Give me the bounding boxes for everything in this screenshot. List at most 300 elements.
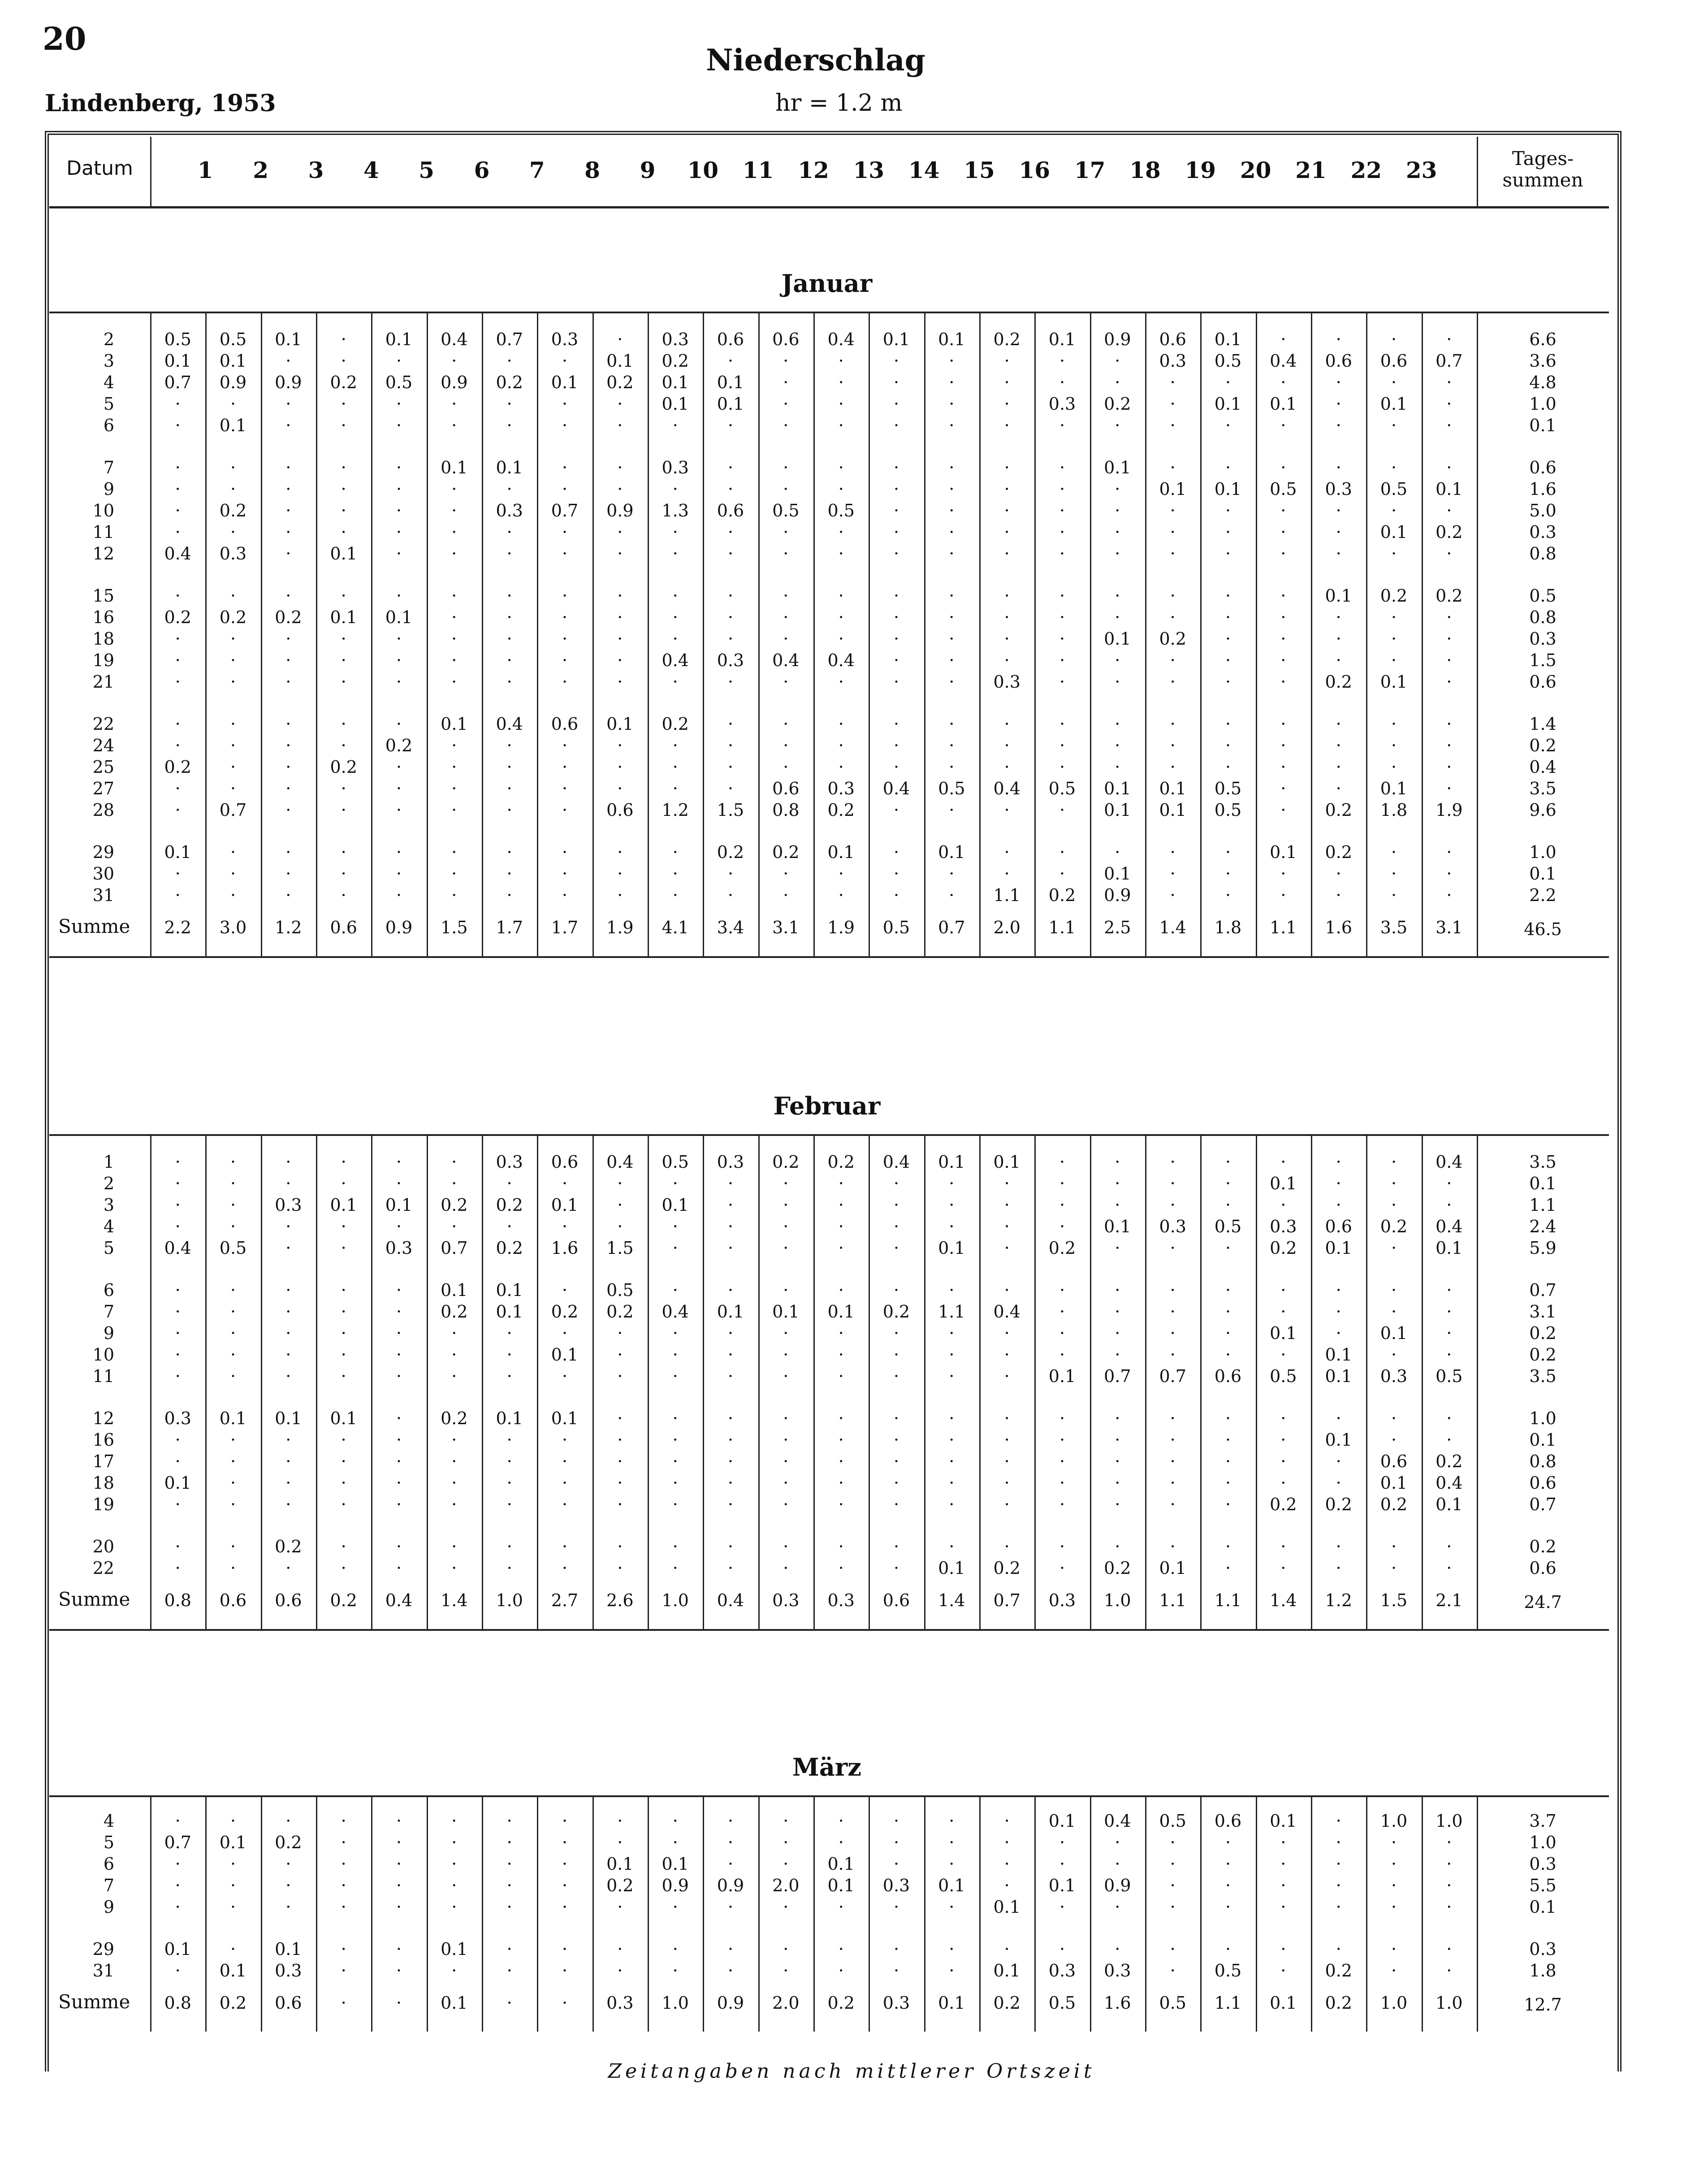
table-cell: · (175, 1152, 181, 1172)
column-rule (1422, 312, 1423, 956)
table-cell: · (285, 416, 291, 435)
table-cell: · (451, 1876, 457, 1895)
table-cell: · (1170, 501, 1176, 520)
column-rule (813, 1795, 815, 2032)
daily-total: 0.6 (1529, 1558, 1557, 1578)
table-cell: · (562, 522, 568, 542)
table-cell: · (1059, 842, 1065, 862)
table-cell: · (506, 1430, 512, 1450)
table-cell: 0.2 (164, 757, 191, 777)
table-cell: · (893, 1961, 899, 1980)
daily-total: 0.6 (1529, 458, 1557, 477)
table-cell: · (727, 757, 734, 777)
row-day: 5 (103, 1833, 114, 1852)
table-cell: · (727, 416, 734, 435)
table-cell: · (1446, 1430, 1452, 1450)
table-cell: · (396, 1939, 402, 1959)
column-rule (1034, 312, 1036, 956)
table-cell: 0.5 (1159, 1811, 1186, 1831)
row-day: 16 (92, 607, 114, 627)
table-cell: · (783, 1961, 789, 1980)
table-cell: · (1280, 1876, 1286, 1895)
daily-total: 5.5 (1529, 1876, 1557, 1895)
table-cell: · (1004, 800, 1010, 820)
table-cell: · (893, 650, 899, 670)
table-cell: · (1059, 1323, 1065, 1343)
table-cell: · (341, 1174, 346, 1193)
table-cell: · (1336, 1408, 1341, 1428)
table-cell: 0.5 (1214, 1961, 1242, 1980)
table-cell: · (562, 672, 568, 692)
table-cell: · (838, 864, 844, 884)
table-cell: · (451, 1558, 457, 1578)
table-cell: · (1280, 885, 1286, 905)
table-cell: 0.2 (441, 1302, 468, 1322)
table-cell: · (1170, 373, 1176, 392)
table-cell: · (1446, 1876, 1452, 1895)
table-cell: 0.3 (662, 329, 689, 349)
table-cell: · (451, 1152, 457, 1172)
table-cell: · (175, 1537, 181, 1556)
table-cell: · (617, 629, 623, 649)
table-cell: 0.1 (496, 1408, 523, 1428)
table-cell: · (451, 1897, 457, 1917)
table-cell: · (506, 544, 512, 563)
table-cell: · (1170, 1302, 1176, 1322)
table-cell: · (396, 714, 402, 734)
table-cell: · (727, 1811, 734, 1831)
row-day: 10 (92, 1345, 114, 1365)
table-cell: · (672, 479, 678, 499)
table-cell: · (341, 458, 346, 477)
table-cell: · (617, 1473, 623, 1493)
table-cell: · (838, 736, 844, 755)
table-cell: · (1336, 329, 1341, 349)
table-cell: · (617, 416, 623, 435)
table-cell: · (1280, 373, 1286, 392)
table-cell: · (949, 1345, 955, 1365)
table-cell: · (949, 1537, 955, 1556)
table-cell: 0.2 (1380, 1495, 1408, 1514)
table-cell: · (1446, 1939, 1452, 1959)
table-cell: 0.4 (496, 714, 523, 734)
table-cell: · (451, 1495, 457, 1514)
table-cell: · (285, 800, 291, 820)
table-cell: · (341, 1238, 346, 1258)
table-cell: · (1280, 416, 1286, 435)
table-cell: 0.5 (1270, 479, 1297, 499)
table-cell: · (949, 714, 955, 734)
table-cell: 0.1 (219, 1408, 247, 1428)
table-cell: · (175, 1323, 181, 1343)
table-cell: · (838, 1452, 844, 1471)
table-cell: · (1059, 1217, 1065, 1236)
table-cell: 0.3 (662, 458, 689, 477)
table-cell: · (341, 779, 346, 798)
column-rule (1090, 1134, 1091, 1629)
daily-total: 0.7 (1529, 1495, 1557, 1514)
table-cell: · (893, 544, 899, 563)
table-cell: · (1225, 714, 1231, 734)
table-cell: · (838, 394, 844, 414)
table-cell: · (672, 1558, 678, 1578)
column-rule (150, 1134, 151, 1629)
column-rule (1366, 312, 1367, 956)
table-cell: · (893, 1811, 899, 1831)
column-rule (537, 1134, 538, 1629)
table-cell: · (727, 672, 734, 692)
table-cell: · (1059, 629, 1065, 649)
table-cell: · (230, 650, 236, 670)
table-cell: 0.1 (1325, 1345, 1352, 1365)
table-cell: 0.3 (219, 544, 247, 563)
table-cell: · (396, 416, 402, 435)
table-cell: · (783, 1238, 789, 1258)
table-cell: 0.2 (1436, 586, 1463, 606)
table-cell: · (175, 864, 181, 884)
table-cell: · (1059, 1345, 1065, 1365)
row-day: 18 (92, 1473, 114, 1493)
table-cell: 1.9 (1436, 800, 1463, 820)
table-cell: · (175, 800, 181, 820)
table-cell: · (838, 1961, 844, 1980)
table-cell: 0.2 (1325, 672, 1352, 692)
table-cell: · (672, 1495, 678, 1514)
table-cell: · (838, 1366, 844, 1386)
table-cell: 0.2 (1380, 1217, 1408, 1236)
table-cell: · (1004, 1811, 1010, 1831)
row-day: 9 (103, 479, 114, 499)
column-rule (979, 1795, 981, 2032)
table-cell: · (1280, 458, 1286, 477)
column-rule (979, 1134, 981, 1629)
table-cell: · (1225, 757, 1231, 777)
table-cell: 0.1 (717, 394, 744, 414)
table-cell: · (230, 629, 236, 649)
table-cell: 0.3 (1159, 351, 1186, 371)
table-cell: · (1059, 416, 1065, 435)
table-cell: · (175, 1366, 181, 1386)
table-cell: · (1170, 714, 1176, 734)
table-cell: · (1115, 1152, 1120, 1172)
table-cell: · (341, 1473, 346, 1493)
table-cell: 0.2 (385, 736, 413, 755)
table-cell: · (1391, 757, 1397, 777)
table-cell: · (727, 1897, 734, 1917)
table-cell: · (1336, 1452, 1341, 1471)
table-cell: · (1059, 672, 1065, 692)
header-hour: 2 (253, 157, 269, 183)
daily-total: 0.3 (1529, 522, 1557, 542)
table-cell: · (1170, 1495, 1176, 1514)
table-cell: · (341, 1452, 346, 1471)
table-cell: · (1391, 1408, 1397, 1428)
table-cell: 0.1 (441, 1280, 468, 1300)
table-cell: · (451, 629, 457, 649)
table-cell: · (1336, 1302, 1341, 1322)
table-cell: · (230, 1345, 236, 1365)
table-cell: 0.1 (385, 1195, 413, 1215)
table-cell: · (1004, 650, 1010, 670)
table-cell: 0.3 (882, 1876, 910, 1895)
table-cell: · (396, 1811, 402, 1831)
table-cell: 0.1 (441, 1939, 468, 1959)
table-cell: · (396, 1876, 402, 1895)
table-cell: · (451, 607, 457, 627)
column-rule (316, 1134, 317, 1629)
table-cell: · (1391, 1238, 1397, 1258)
row-day: 29 (92, 842, 114, 862)
table-cell: · (341, 1854, 346, 1874)
table-cell: · (949, 1811, 955, 1831)
row-day: 17 (92, 1452, 114, 1471)
table-cell: · (175, 672, 181, 692)
table-cell: · (451, 1174, 457, 1193)
table-cell: · (562, 1939, 568, 1959)
table-cell: 1.2 (662, 800, 689, 820)
table-cell: · (949, 394, 955, 414)
row-day: 15 (92, 586, 114, 606)
table-cell: 1.5 (717, 800, 744, 820)
table-cell: · (1280, 1558, 1286, 1578)
table-cell: · (175, 1811, 181, 1831)
column-rule (924, 1795, 925, 2032)
table-cell: · (1446, 1961, 1452, 1980)
row-day: 20 (92, 1537, 114, 1556)
table-cell: · (1059, 1195, 1065, 1215)
table-cell: · (451, 1961, 457, 1980)
column-rule (1311, 1795, 1312, 2032)
table-cell: 0.1 (1214, 479, 1242, 499)
table-cell: · (1059, 1174, 1065, 1193)
table-cell: · (396, 586, 402, 606)
table-cell: 0.7 (496, 329, 523, 349)
table-cell: 0.1 (1270, 394, 1297, 414)
table-cell: · (1004, 1939, 1010, 1959)
table-cell: · (1004, 1430, 1010, 1450)
sum-cell: 1.0 (1380, 1993, 1408, 2013)
table-cell: · (1391, 1174, 1397, 1193)
table-cell: · (1336, 1897, 1341, 1917)
table-cell: 1.0 (1436, 1811, 1463, 1831)
table-cell: · (672, 1537, 678, 1556)
table-cell: · (1225, 416, 1231, 435)
table-cell: 0.1 (1270, 1323, 1297, 1343)
table-cell: · (1170, 736, 1176, 755)
column-rule (482, 1795, 483, 2032)
table-cell: · (1391, 714, 1397, 734)
table-cell: · (1115, 1174, 1120, 1193)
table-cell: · (893, 1939, 899, 1959)
table-cell: · (1225, 1238, 1231, 1258)
table-cell: · (783, 736, 789, 755)
table-cell: · (175, 1897, 181, 1917)
table-cell: 0.1 (551, 1408, 579, 1428)
table-cell: · (562, 842, 568, 862)
table-cell: · (175, 416, 181, 435)
table-cell: · (285, 1323, 291, 1343)
column-rule (1200, 1134, 1202, 1629)
column-rule (813, 1134, 815, 1629)
table-cell: · (893, 864, 899, 884)
table-cell: 0.1 (717, 1302, 744, 1322)
table-cell: 0.2 (1325, 842, 1352, 862)
table-cell: 0.2 (606, 1876, 634, 1895)
table-cell: · (1059, 800, 1065, 820)
table-cell: · (341, 629, 346, 649)
table-cell: 0.1 (164, 1473, 191, 1493)
table-cell: 0.4 (1436, 1152, 1463, 1172)
table-cell: 0.6 (1325, 1217, 1352, 1236)
table-cell: · (562, 544, 568, 563)
table-cell: 0.1 (1325, 1238, 1352, 1258)
table-cell: · (783, 1366, 789, 1386)
table-cell: · (893, 607, 899, 627)
table-cell: 1.1 (938, 1302, 965, 1322)
row-day: 19 (92, 1495, 114, 1514)
table-cell: 0.4 (1436, 1217, 1463, 1236)
column-rule (1477, 1134, 1478, 1629)
column-rule (869, 1134, 870, 1629)
table-cell: · (1059, 544, 1065, 563)
table-cell: · (617, 1430, 623, 1450)
table-cell: 0.7 (1436, 351, 1463, 371)
table-cell: · (1280, 1430, 1286, 1450)
table-cell: 0.9 (441, 373, 468, 392)
table-cell: · (838, 1939, 844, 1959)
daily-total: 0.2 (1529, 1345, 1557, 1365)
table-cell: · (783, 1537, 789, 1556)
table-cell: · (175, 1302, 181, 1322)
table-cell: · (672, 1452, 678, 1471)
table-cell: 0.2 (717, 842, 744, 862)
table-cell: · (893, 522, 899, 542)
table-cell: · (175, 458, 181, 477)
sum-label: Summe (58, 915, 130, 937)
table-cell: · (1059, 1280, 1065, 1300)
table-cell: · (1059, 1473, 1065, 1493)
table-cell: · (1225, 544, 1231, 563)
table-cell: · (1391, 501, 1397, 520)
sum-cell: · (396, 1993, 402, 2013)
table-cell: 0.3 (496, 1152, 523, 1172)
table-cell: · (1391, 373, 1397, 392)
table-cell: 0.3 (164, 1408, 191, 1428)
table-cell: · (617, 522, 623, 542)
table-cell: · (1115, 586, 1120, 606)
header-hour: 22 (1350, 157, 1382, 183)
sum-cell: 2.0 (772, 1993, 800, 2013)
table-cell: · (1336, 1811, 1341, 1831)
table-cell: · (727, 1961, 734, 1980)
table-cell: · (1115, 1537, 1120, 1556)
table-cell: · (506, 864, 512, 884)
column-rule (1477, 312, 1478, 956)
table-cell: · (617, 544, 623, 563)
table-cell: · (949, 1854, 955, 1874)
table-cell: · (783, 544, 789, 563)
table-cell: · (1280, 1452, 1286, 1471)
table-cell: · (1446, 394, 1452, 414)
table-cell: · (783, 1854, 789, 1874)
table-cell: 0.2 (496, 1238, 523, 1258)
table-cell: · (1336, 757, 1341, 777)
table-cell: · (1225, 1345, 1231, 1365)
sum-cell: 2.7 (551, 1590, 579, 1610)
table-cell: · (838, 1558, 844, 1578)
row-day: 10 (92, 501, 114, 520)
table-cell: · (175, 629, 181, 649)
header-hour: 15 (964, 157, 995, 183)
table-cell: 0.1 (1270, 842, 1297, 862)
table-cell: · (1004, 757, 1010, 777)
column-rule (1256, 1795, 1257, 2032)
table-cell: · (1170, 1939, 1176, 1959)
sum-cell: 0.4 (385, 1590, 413, 1610)
table-cell: 0.1 (1380, 672, 1408, 692)
table-cell: 0.1 (717, 373, 744, 392)
table-cell: 0.1 (1325, 1430, 1352, 1450)
table-cell: · (838, 1408, 844, 1428)
table-cell: · (1336, 1854, 1341, 1874)
table-cell: 0.4 (882, 1152, 910, 1172)
row-day: 31 (92, 885, 114, 905)
table-cell: · (506, 1811, 512, 1831)
column-rule (758, 1134, 760, 1629)
table-cell: · (230, 522, 236, 542)
table-cell: · (230, 1897, 236, 1917)
table-cell: · (1446, 501, 1452, 520)
table-cell: · (1115, 1302, 1120, 1322)
table-cell: · (1336, 501, 1341, 520)
table-cell: · (1225, 586, 1231, 606)
table-cell: · (949, 1961, 955, 1980)
row-day: 3 (103, 351, 114, 371)
table-cell: · (562, 736, 568, 755)
row-day: 9 (103, 1897, 114, 1917)
table-cell: · (285, 586, 291, 606)
table-cell: · (341, 1280, 346, 1300)
table-cell: 0.1 (275, 329, 302, 349)
table-cell: · (1059, 1452, 1065, 1471)
table-cell: · (1391, 736, 1397, 755)
column-rule (648, 312, 649, 956)
table-cell: · (1225, 650, 1231, 670)
table-cell: · (1446, 1345, 1452, 1365)
table-cell: · (451, 1473, 457, 1493)
table-cell: · (1225, 1939, 1231, 1959)
table-cell: · (1280, 672, 1286, 692)
column-rule (316, 312, 317, 956)
column-rule (261, 312, 262, 956)
table-cell: · (1391, 1961, 1397, 1980)
table-cell: · (893, 1238, 899, 1258)
table-cell: · (230, 394, 236, 414)
table-cell: 0.2 (441, 1408, 468, 1428)
row-day: 3 (103, 1195, 114, 1215)
row-day: 6 (103, 1280, 114, 1300)
table-cell: 0.2 (275, 607, 302, 627)
table-cell: · (230, 1174, 236, 1193)
table-cell: · (893, 672, 899, 692)
table-cell: · (1059, 522, 1065, 542)
table-cell: 0.7 (164, 373, 191, 392)
table-cell: · (1170, 1833, 1176, 1852)
table-cell: · (1391, 1537, 1397, 1556)
table-cell: · (1446, 607, 1452, 627)
table-cell: · (1004, 1280, 1010, 1300)
table-cell: · (506, 416, 512, 435)
